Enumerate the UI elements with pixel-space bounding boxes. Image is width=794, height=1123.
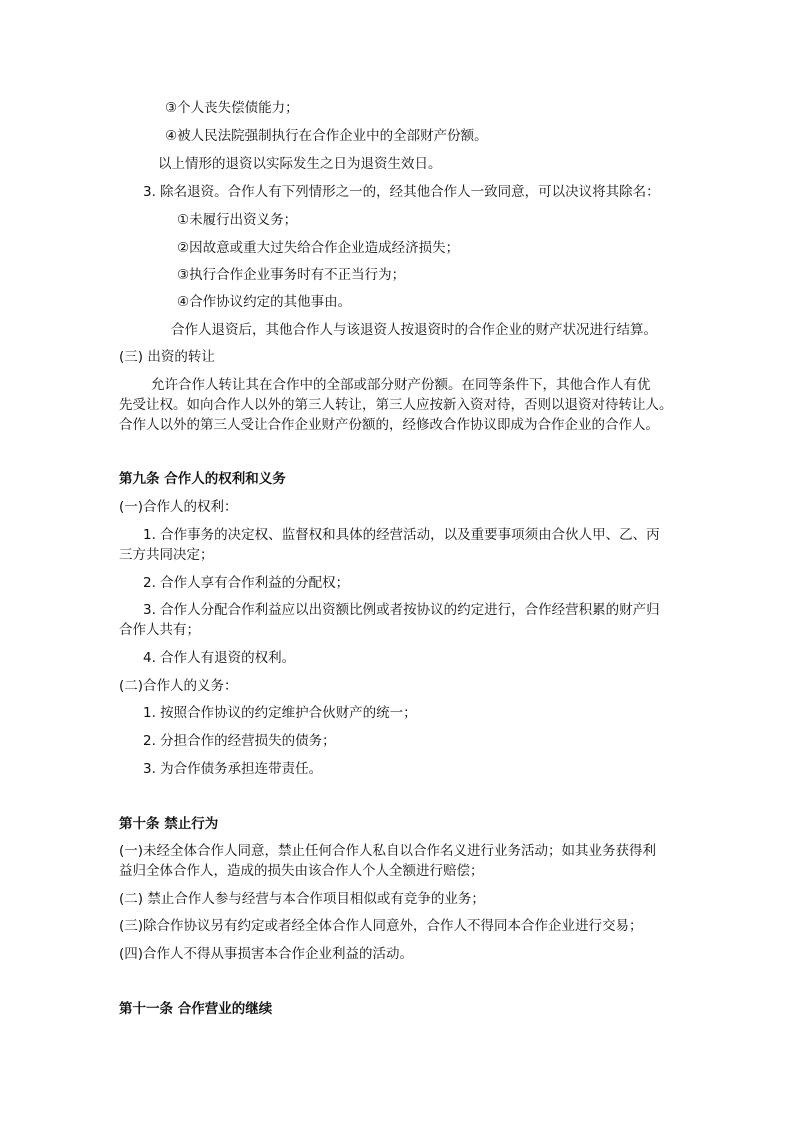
prohibition-2: (二) 禁止合作人参与经营与本合作项目相似或有竞争的业务； (119, 891, 485, 907)
duties-subheading: (二)合作人的义务： (119, 678, 238, 694)
duty-item-3: 3. 为合作债务承担连带责任。 (143, 761, 323, 777)
right-item-1-line-1: 1. 合作事务的决定权、监督权和具体的经营活动，以及重要事项须由合伙人甲、乙、丙 (143, 527, 660, 543)
clause-item-4: ④被人民法院强制执行在合作企业中的全部财产份额。 (165, 128, 488, 144)
right-item-2: 2. 合作人享有合作利益的分配权； (143, 575, 350, 591)
article-9-heading: 第九条 合作人的权利和义务 (119, 471, 286, 487)
prohibition-3: (三)除合作协议另有约定或者经全体合作人同意外，合作人不得同本合作企业进行交易； (119, 918, 643, 934)
expulsion-item-3: ③执行合作企业事务时有不正当行为； (177, 267, 406, 283)
right-item-3-line-1: 3. 合作人分配合作利益应以出资额比例或者按协议的约定进行，合作经营积累的财产归 (143, 602, 660, 618)
article-11-heading: 第十一条 合作营业的继续 (119, 1001, 273, 1017)
prohibition-4: (四)合作人不得从事损害本合作企业利益的活动。 (119, 946, 414, 962)
expulsion-item-1: ①未履行出资义务； (177, 212, 298, 228)
section-transfer-heading: (三) 出资的转让 (119, 349, 215, 365)
prohibition-1-line-1: (一)未经全体合作人同意，禁止任何合作人私自以合作名义进行业务活动；如其业务获得利 (119, 843, 657, 859)
duty-item-1: 1. 按照合作协议的约定维护合伙财产的统一； (143, 705, 417, 721)
transfer-paragraph-line-2: 先受让权。如向合作人以外的第三人转让，第三人应按新入资对待，否则以退资对待转让人。 (119, 397, 673, 413)
prohibition-1-line-2: 益归全体合作人，造成的损失由该合作人个人全额进行赔偿； (119, 863, 484, 879)
clause-item-3: ③个人丧失偿债能力； (165, 100, 299, 116)
expulsion-item-4: ④合作协议约定的其他事由。 (177, 294, 352, 310)
article-10-heading: 第十条 禁止行为 (119, 816, 219, 832)
right-item-1-line-2: 三方共同决定； (119, 547, 214, 563)
duty-item-2: 2. 分担合作的经营损失的债务； (143, 733, 336, 749)
expulsion-item-2: ②因故意或重大过失给合作企业造成经济损失； (177, 240, 460, 256)
settlement-note: 合作人退资后，其他合作人与该退资人按退资时的合作企业的财产状况进行结算。 (171, 322, 657, 338)
transfer-paragraph-line-3: 合作人以外的第三人受让合作企业财产份额的，经修改合作协议即成为合作企业的合作人。 (119, 417, 659, 433)
expulsion-heading: 3. 除名退资。合作人有下列情形之一的，经其他合作人一致同意，可以决议将其除名： (143, 184, 660, 200)
rights-subheading: (一)合作人的权利： (119, 499, 238, 515)
right-item-3-line-2: 合作人共有； (119, 622, 200, 638)
right-item-4: 4. 合作人有退资的权利。 (143, 650, 296, 666)
effective-date-note: 以上情形的退资以实际发生之日为退资生效日。 (158, 156, 442, 172)
transfer-paragraph-line-1: 允许合作人转让其在合作中的全部或部分财产份额。在同等条件下，其他合作人有优 (151, 377, 651, 393)
